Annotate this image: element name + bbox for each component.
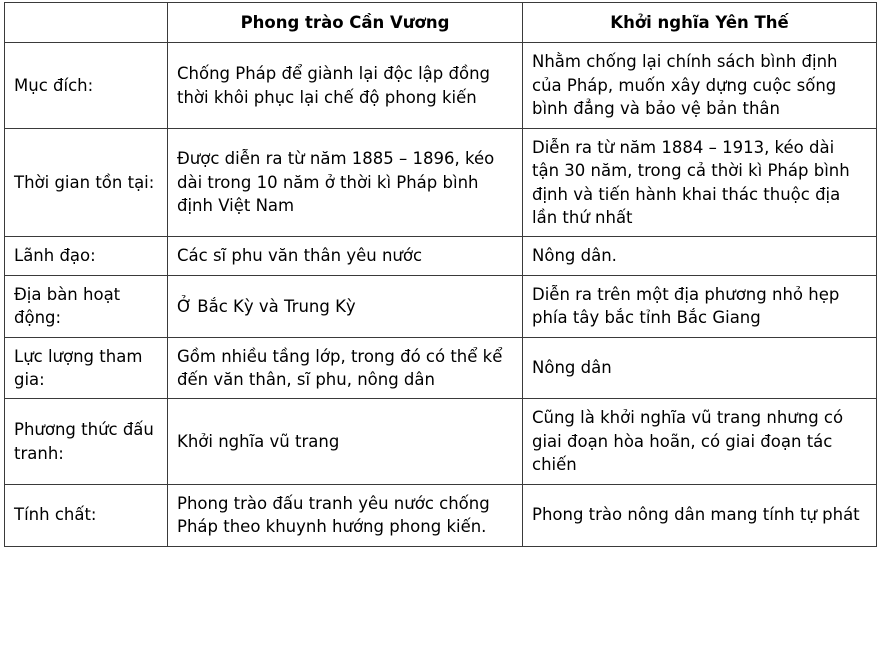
row-label-thoi-gian-ton-tai: Thời gian tồn tại: [5, 128, 168, 237]
cell-can-vuong-muc-dich: Chống Pháp để giành lại độc lập đồng thời khôi phục lại chế độ phong kiến [168, 43, 523, 128]
cell-can-vuong-phuong-thuc-dau-tranh: Khởi nghĩa vũ trang [168, 399, 523, 484]
cell-yen-the-muc-dich: Nhằm chống lại chính sách bình định của Pháp, muốn xây dựng cuộc sống bình đẳng và bảo vệ bản thân [523, 43, 877, 128]
table-row [5, 275, 877, 337]
cell-yen-the-dia-ban-hoat-dong: Diễn ra trên một địa phương nhỏ hẹp phía tây bắc tỉnh Bắc Giang [523, 275, 877, 337]
row-label-luc-luong-tham-gia: Lực lượng tham gia: [5, 337, 168, 399]
cell-yen-the-thoi-gian-ton-tai: Diễn ra từ năm 1884 – 1913, kéo dài tận 30 năm, trong cả thời kì Pháp bình định và tiến hành khai thác thuộc địa lần thứ nhất [523, 128, 877, 237]
cell-yen-the-luc-luong-tham-gia: Nông dân [523, 337, 877, 399]
table-body [5, 43, 877, 546]
row-label-phuong-thuc-dau-tranh: Phương thức đấu tranh: [5, 399, 168, 484]
header-corner-cell [5, 3, 168, 43]
header-yen-the: Khởi nghĩa Yên Thế [523, 3, 877, 43]
table-row [5, 484, 877, 546]
cell-yen-the-phuong-thuc-dau-tranh: Cũng là khởi nghĩa vũ trang nhưng có giai đoạn hòa hoãn, có giai đoạn tác chiến [523, 399, 877, 484]
header-row [5, 3, 877, 43]
table-row [5, 128, 877, 237]
cell-can-vuong-thoi-gian-ton-tai: Được diễn ra từ năm 1885 – 1896, kéo dài trong 10 năm ở thời kì Pháp bình định Việt Nam [168, 128, 523, 237]
header-can-vuong: Phong trào Cần Vương [168, 3, 523, 43]
comparison-table [4, 2, 877, 547]
table-row [5, 337, 877, 399]
row-label-muc-dich: Mục đích: [5, 43, 168, 128]
cell-yen-the-tinh-chat: Phong trào nông dân mang tính tự phát [523, 484, 877, 546]
cell-can-vuong-luc-luong-tham-gia: Gồm nhiều tầng lớp, trong đó có thể kể đến văn thân, sĩ phu, nông dân [168, 337, 523, 399]
table-row [5, 399, 877, 484]
row-label-lanh-dao: Lãnh đạo: [5, 237, 168, 275]
row-label-dia-ban-hoat-dong: Địa bàn hoạt động: [5, 275, 168, 337]
cell-can-vuong-lanh-dao: Các sĩ phu văn thân yêu nước [168, 237, 523, 275]
cell-can-vuong-dia-ban-hoat-dong: Ở Bắc Kỳ và Trung Kỳ [168, 275, 523, 337]
table-row [5, 237, 877, 275]
row-label-tinh-chat: Tính chất: [5, 484, 168, 546]
table-header [5, 3, 877, 43]
table-row [5, 43, 877, 128]
cell-yen-the-lanh-dao: Nông dân. [523, 237, 877, 275]
cell-can-vuong-tinh-chat: Phong trào đấu tranh yêu nước chống Pháp theo khuynh hướng phong kiến. [168, 484, 523, 546]
